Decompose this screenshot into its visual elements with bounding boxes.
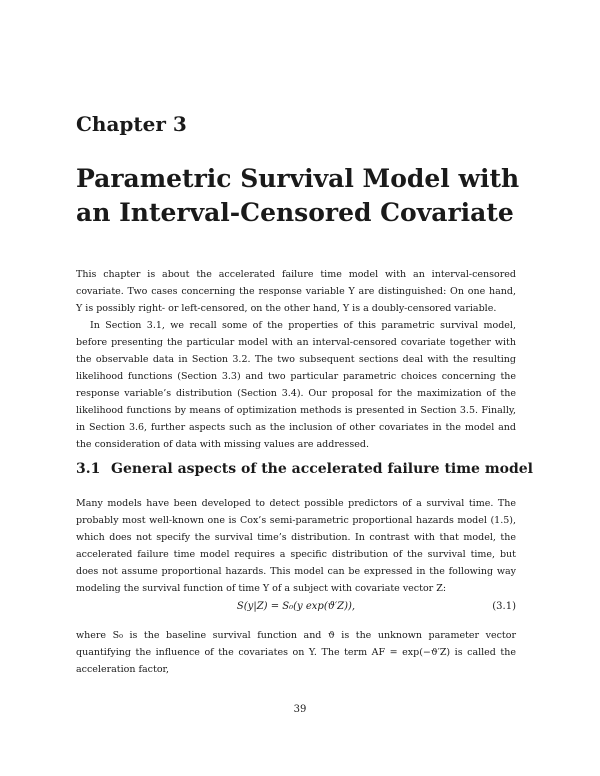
equation (76, 601, 516, 621)
equation-number: (3.1) (492, 601, 516, 612)
section-paragraph-2: where S₀ is the baseline survival function and ϑ is the unknown parameter vector quantifying the influence of the covariates on Y. The term AF = exp(−ϑ′Z) is called the acceleration factor, (76, 630, 516, 675)
intro-paragraph-1: This chapter is about the accelerated failure time model with an interval-censored covariate. Two cases concerning the response variable Y are distinguished: On one hand, Y is possibly right- or left-censored, on the other hand, Y is a doubly-censored variable. (76, 269, 516, 314)
chapter-title: Parametric Survival Model with an Interval-Censored Covariate (76, 164, 520, 227)
intro-paragraph-2: In Section 3.1, we recall some of the properties of this parametric survival model, before presenting the particular model with an interval-censored covariate together with the observable data in Section 3.2. The two subsequent sections deal with the resulting likelihood functions (Section 3.3) and two particular parametric choices concerning the response variable’s distribution (Section 3.4). Our proposal for the maximization of the likelihood functions by means of optimization methods is presented in Section 3.5. Finally, in Section 3.6, further aspects such as the inclusion of other covariates in the model and the consideration of data with missing values are addressed. (76, 320, 516, 450)
equation-formula: S(y|Z) = S₀(y exp(ϑ′Z)), (236, 601, 356, 612)
page-number: 39 (293, 704, 307, 715)
section-title: General aspects of the accelerated failure time model (111, 461, 533, 477)
section-number: 3.1 (76, 461, 101, 477)
chapter-label: Chapter 3 (76, 112, 187, 136)
section-heading (76, 461, 533, 477)
section-paragraph-1: Many models have been developed to detect possible predictors of a survival time. The probably most well-known one is Cox’s semi-parametric proportional hazards model (1.5), which does not specify the survival time’s distribution. In contrast with that model, the accelerated failure time model requires a specific distribution of the survival time, but does not assume proportional hazards. This model can be expressed in the following way modeling the survival function of time Y of a subject with covariate vector Z: (76, 498, 516, 594)
